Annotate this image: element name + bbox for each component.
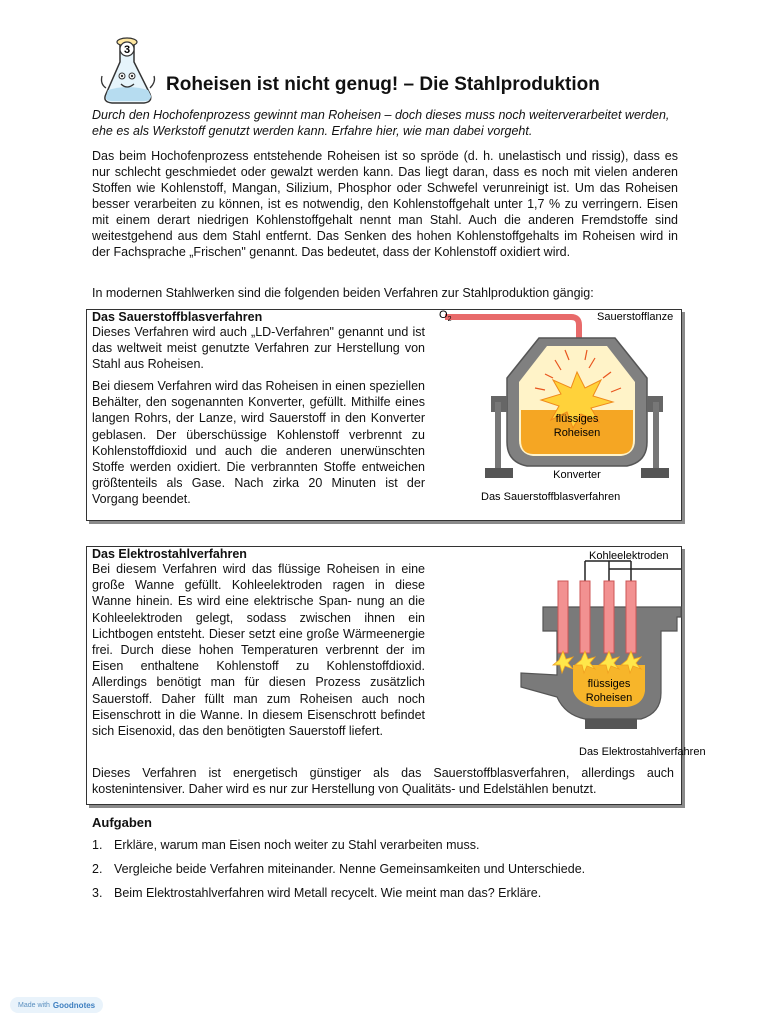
converter-label: Konverter: [553, 469, 601, 481]
electrode-wires: [585, 561, 681, 581]
task-item: [92, 862, 692, 886]
electric-furnace-diagram: [435, 547, 706, 761]
melt-label-line2: Roheisen: [553, 427, 601, 439]
sauerstoffblas-heading: Das Sauerstoffblasverfahren: [92, 310, 263, 324]
flask-mascot-logo: [98, 36, 160, 108]
tasks-heading: Aufgaben: [92, 815, 152, 830]
badge-made-with: Made with: [18, 1001, 50, 1009]
task-item: [92, 838, 692, 862]
sauerstoffblas-text-1: Dieses Verfahren wird auch „LD-Verfahren" genannt und ist das weltweit meist genutzte Verfahren zur Herstellung von Stahl aus Roheisen.: [92, 325, 425, 372]
goodnotes-badge: [10, 997, 103, 1013]
page-title: Roheisen ist nicht genug! – Die Stahlproduktion: [166, 74, 600, 95]
flask-mascot-icon: [98, 36, 160, 108]
lance-label: Sauerstofflanze: [597, 311, 674, 323]
electrode-3: [626, 581, 636, 653]
elektrostahl-heading: Das Elektrostahlverfahren: [92, 547, 247, 561]
o2-label: $O_2$: [439, 309, 452, 323]
elektrostahl-text-2: Dieses Verfahren ist energetisch günstiger als das Sauerstoffblasverfahren, allerdings auch kostenintensiver. Daher wird es nur zur Herstellung von Qualitäts- und Edelstählen benutzt.: [92, 766, 674, 797]
task-text: Beim Elektrostahlverfahren wird Metall recycelt. Wie meint man das? Erkläre.: [114, 886, 542, 900]
task-item: [92, 886, 692, 910]
melt-label-line1: flüssiges: [555, 413, 599, 425]
tasks-list: [92, 838, 692, 910]
support-right: [653, 402, 659, 470]
task-number: 3.: [92, 886, 103, 900]
base-left: [485, 468, 513, 478]
melt-label-2-line2: Roheisen: [585, 692, 633, 704]
electrode-4: [558, 581, 568, 653]
task-text: Vergleiche beide Verfahren miteinander. Nenne Gemeinsamkeiten und Unterschiede.: [114, 862, 586, 876]
task-number: 1.: [92, 838, 103, 852]
task-number: 2.: [92, 862, 103, 876]
electrode-1: [580, 581, 590, 653]
support-left: [495, 402, 501, 470]
furnace-base: [585, 719, 637, 729]
task-text: Erkläre, warum man Eisen noch weiter zu Stahl verarbeiten muss.: [114, 838, 480, 852]
electrodes-label: Kohleelektroden: [589, 550, 669, 562]
paragraph-2: In modernen Stahlwerken sind die folgenden beiden Verfahren zur Stahlproduktion gängig:: [92, 286, 594, 300]
badge-number: 3: [123, 44, 131, 56]
elektrostahl-text-1: Bei diesem Verfahren wird das flüssige Roheisen in eine große Wanne gefüllt. Kohleelektroden ragen in diese Wanne hinein. Es wird eine elektrische Span- nung an die Kohleelektroden gelegt, sodass zwischen ihnen ein Lichtbogen entsteht. Dieser setzt eine große Wärmeenergie frei. Durch diese hohen Temperaturen verbrennt der im Eisen enthaltene Kohlenstoff zu Kohlenstoffdioxid. Allerdings benötigt man für diesen Prozess zusätzlich Sauerstoff. Daher füllt man zum Roheisen auch noch Eisenschrott in die Wanne. In diesem Eisenschrott befindet sich Eisenoxid, das den benötigten Sauerstoff liefert.: [92, 562, 425, 739]
sauerstoffblas-text-2: Bei diesem Verfahren wird das Roheisen in einen speziellen Behälter, den sogenannten Konverter, gefüllt. Mithilfe eines langen Rohrs, der Lanze, wird Sauerstoff in den Konverter geblasen. Der überschüssige Kohlenstoff verbrennt zu Kohlenstoffdioxid und auch die anderen unerwünschten Stoffe werden oxidiert. Die verbrannten Stoffe entweichen größtenteils als Gase. Nach zirka 20 Minuten ist der Vorgang beendet.: [92, 379, 425, 507]
sauerstoffblas-box: [86, 309, 682, 521]
badge-brand: Goodnotes: [52, 1000, 96, 1010]
converter-diagram: [435, 310, 681, 516]
base-right: [641, 468, 669, 478]
diagram1-caption: Das Sauerstoffblasverfahren: [481, 491, 621, 503]
melt-label-2-line1: flüssiges: [587, 678, 631, 690]
intro-text: Durch den Hochofenprozess gewinnt man Roheisen – doch dieses muss noch weiterverarbeitet werden, ehe es als Werkstoff genutzt werden kann. Erfahre hier, wie man dabei vorgeht.: [92, 108, 670, 138]
paragraph-1: Das beim Hochofenprozess entstehende Roheisen ist so spröde (d. h. unelastisch und rissig), dass es nur schlecht geschmiedet oder gewalzt werden kann. Das liegt daran, dass es noch mit vielen anderen Stoffen wie Kohlenstoff, Mangan, Silizium, Phosphor oder Schwefel verunreinigt ist. Um das Roheisen besser verarbeiten zu können, ist es notwendig, den Kohlenstoffgehalt unter 1,7 % zu verringern. Eisen mit einem derart niedrigen Kohlenstoffgehalt nennt man Stahl. Auch die anderen Fremdstoffe sind weitestgehend aus dem Stahl entfernt. Das Senken des hohen Kohlenstoffgehalts im Roheisen wird in der Fachsprache „Frischen" genannt. Das bedeutet, dass der Kohlenstoff oxidiert wird.: [92, 149, 678, 259]
elektrostahl-box: [86, 546, 706, 805]
electrode-2: [604, 581, 614, 653]
diagram2-caption: Das Elektrostahlverfahren: [579, 746, 706, 758]
